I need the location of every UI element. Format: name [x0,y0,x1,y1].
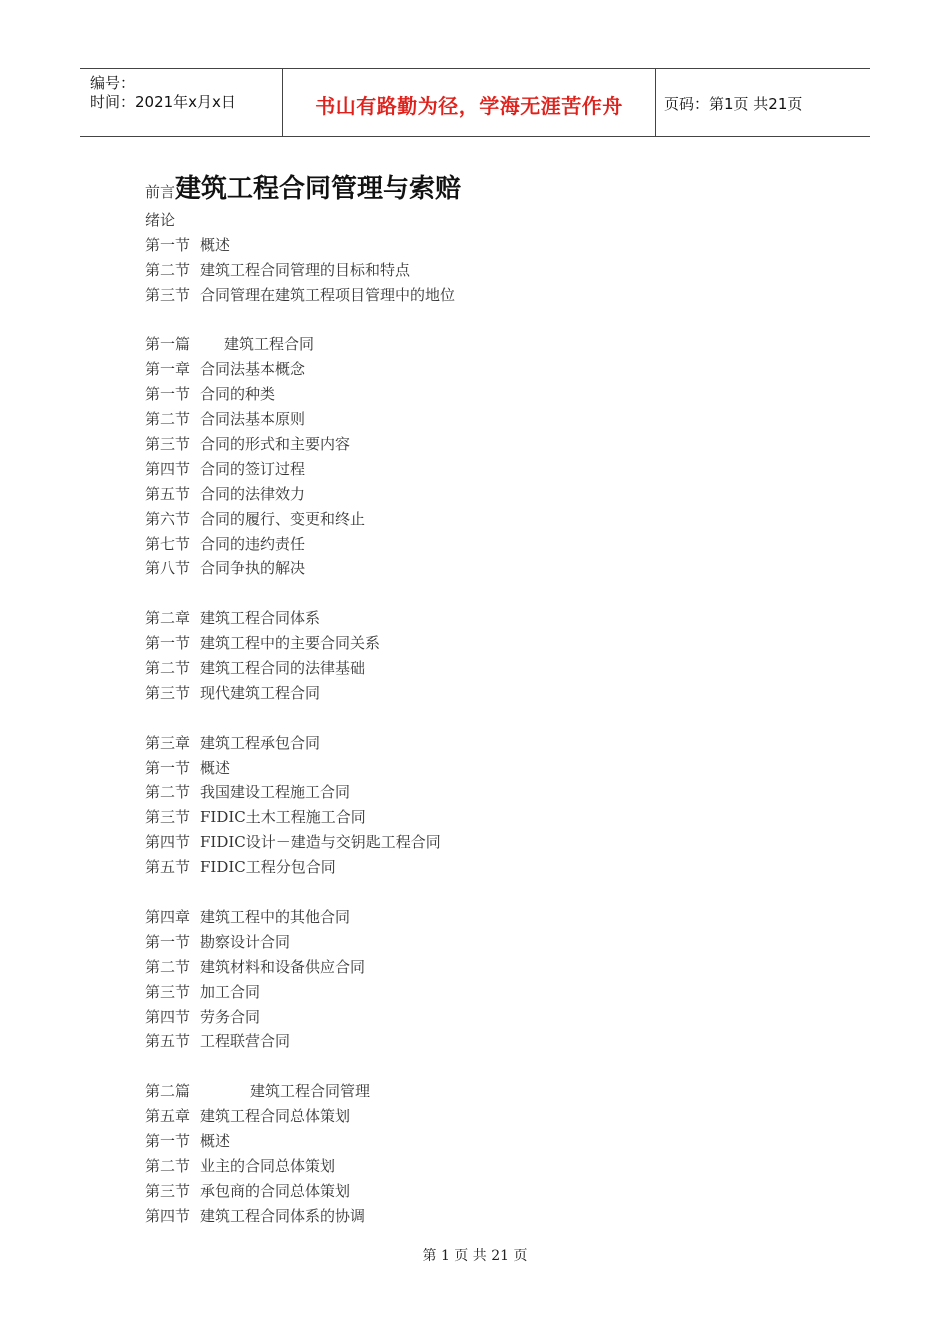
toc-entry-title: 勘察设计合同 [200,932,291,951]
toc-entry-title: 合同争执的解决 [200,559,306,578]
toc-entry[interactable] [145,656,845,681]
toc-entry[interactable] [145,1179,845,1204]
toc-entry-number: 第一节 [145,932,191,951]
toc-entry[interactable] [145,1129,845,1154]
toc-entry[interactable] [145,756,845,781]
header-left-cell [80,69,282,136]
toc-entry-number: 第三节 [145,1181,191,1200]
toc-entry-title: 建筑工程合同体系的协调 [200,1206,366,1225]
toc-entry[interactable] [145,606,845,631]
header-right-cell [655,69,870,136]
toc-entry-number: 第二篇 [145,1082,191,1101]
toc-entry-number: 第二节 [145,659,191,678]
toc-entry[interactable] [145,631,845,656]
toc-entry-number: 第二节 [145,260,191,279]
toc-entry-title: FIDIC土木工程施工合同 [200,808,366,827]
toc-entry-title: 建筑工程中的主要合同关系 [200,634,381,653]
toc-entry[interactable] [145,905,845,930]
toc-entry-number: 第三节 [145,435,191,454]
toc-entry-title: 合同的种类 [200,385,276,404]
toc-entry[interactable] [145,532,845,557]
toc-entry-title: 我国建设工程施工合同 [200,783,351,802]
toc-entry-title: FIDIC工程分包合同 [200,858,336,877]
toc-entry-number: 第七节 [145,534,191,553]
toc-entry-number: 第三节 [145,982,191,1001]
toc-spacer [145,1054,845,1079]
toc-entry-number: 第四章 [145,907,191,926]
toc-entry-number: 第一节 [145,235,191,254]
toc-entry-number: 第一节 [145,385,191,404]
toc-entry-number: 第一节 [145,634,191,653]
toc-entry-title: 合同的形式和主要内容 [200,435,351,454]
header-middle-cell [282,69,656,136]
toc-entry-title: 建筑工程合同体系 [200,609,321,628]
toc-entry[interactable] [145,930,845,955]
toc-entry-title: 概述 [200,235,231,254]
toc-entry-number: 第二章 [145,609,191,628]
document-time-label: 时间：2021年x月x日 [90,93,236,111]
toc-entry-title: 加工合同 [200,982,261,1001]
toc-spacer [145,308,845,333]
toc-entry-title: 合同法基本概念 [200,360,306,379]
toc-entry[interactable] [145,382,845,407]
toc-entry-number: 第四节 [145,833,191,852]
toc-entry-number: 第五节 [145,1032,191,1051]
toc-entry-title: 合同的履行、变更和终止 [200,509,366,528]
toc-entry[interactable] [145,1154,845,1179]
toc-entry-number: 第三节 [145,683,191,702]
footer-page-number: 第 1 页 共 21 页 [422,1248,528,1264]
toc-entry-number: 第一篇 [145,335,191,354]
toc-entry-number: 第一节 [145,1131,191,1150]
header-page-label: 页码：第1页 共21页 [664,95,803,113]
toc-entry-title: 建筑工程合同管理 [250,1082,371,1101]
toc-entry[interactable] [145,980,845,1005]
toc-entry[interactable] [145,357,845,382]
toc-entry-title: FIDIC设计－建造与交钥匙工程合同 [200,833,441,852]
toc-entry-number: 第二节 [145,410,191,429]
toc-entry-title: 建筑工程合同的法律基础 [200,659,366,678]
toc-entry[interactable] [145,208,845,233]
toc-entry-number: 绪论 [145,211,176,229]
document-number-label: 编号： [90,74,136,92]
toc-entry[interactable] [145,1204,845,1229]
toc-spacer [145,581,845,606]
toc-entry-title: 建筑工程合同总体策划 [200,1107,351,1126]
toc-entry-title: 劳务合同 [200,1007,261,1026]
toc-spacer [145,880,845,905]
toc-entry-number: 第三节 [145,285,191,304]
toc-entry-title: 合同法基本原则 [200,410,306,429]
toc-entry[interactable] [145,681,845,706]
title-prefix: 前言 [145,183,176,201]
page-header [80,68,870,137]
toc-entry-title: 建筑工程合同管理的目标和特点 [200,260,411,279]
toc-entry-title: 概述 [200,1131,231,1150]
toc-entry[interactable] [145,283,845,308]
toc-entry[interactable] [145,407,845,432]
toc-entry[interactable] [145,855,845,880]
toc-entry-title: 现代建筑工程合同 [200,683,321,702]
toc-entry-title: 业主的合同总体策划 [200,1156,336,1175]
toc-entry-title: 合同的签订过程 [200,459,306,478]
page-footer [0,1245,950,1265]
toc-entry-number: 第五节 [145,858,191,877]
toc-entry-title: 承包商的合同总体策划 [200,1181,351,1200]
toc-entry-number: 第五章 [145,1107,191,1126]
toc-entry[interactable] [145,731,845,756]
toc-entry-number: 第三节 [145,808,191,827]
toc-entry-number: 第六节 [145,509,191,528]
title-main: 建筑工程合同管理与索赔 [175,174,462,204]
toc-entry[interactable] [145,955,845,980]
header-motto: 书山有路勤为径，学海无涯苦作舟 [315,94,623,118]
toc-entry-title: 概述 [200,758,231,777]
toc-entry[interactable] [145,1029,845,1054]
toc-entry-number: 第五节 [145,484,191,503]
toc-entry[interactable] [145,482,845,507]
toc-entry[interactable] [145,507,845,532]
toc-entry-number: 第二节 [145,957,191,976]
toc-entry-title: 建筑工程承包合同 [200,733,321,752]
toc-entry-number: 第四节 [145,1206,191,1225]
toc-entry-number: 第一节 [145,758,191,777]
toc-entry[interactable] [145,830,845,855]
toc-entry[interactable] [145,556,845,581]
toc-entry-title: 建筑材料和设备供应合同 [200,957,366,976]
toc-entry[interactable] [145,1104,845,1129]
toc-entry-number: 第三章 [145,733,191,752]
toc-entry-number: 第八节 [145,559,191,578]
toc-entry-title: 合同的法律效力 [200,484,306,503]
toc-entry-number: 第四节 [145,459,191,478]
toc-entry-title: 建筑工程中的其他合同 [200,907,351,926]
toc-entry[interactable] [145,805,845,830]
toc-entry[interactable] [145,332,845,357]
toc-entry[interactable] [145,780,845,805]
toc-entry[interactable] [145,432,845,457]
toc-entry[interactable] [145,1005,845,1030]
document-title [145,168,461,205]
toc-entry[interactable] [145,457,845,482]
toc-entry-title: 建筑工程合同 [224,335,315,354]
toc-entry-title: 工程联营合同 [200,1032,291,1051]
toc-entry[interactable] [145,1079,845,1104]
toc-entry-number: 第二节 [145,783,191,802]
toc-entry[interactable] [145,233,845,258]
toc-entry-title: 合同的违约责任 [200,534,306,553]
toc-spacer [145,706,845,731]
toc-entry-title: 合同管理在建筑工程项目管理中的地位 [200,285,456,304]
toc-entry[interactable] [145,258,845,283]
toc-entry-number: 第二节 [145,1156,191,1175]
toc-entry-number: 第四节 [145,1007,191,1026]
table-of-contents [145,208,845,1229]
toc-entry-number: 第一章 [145,360,191,379]
